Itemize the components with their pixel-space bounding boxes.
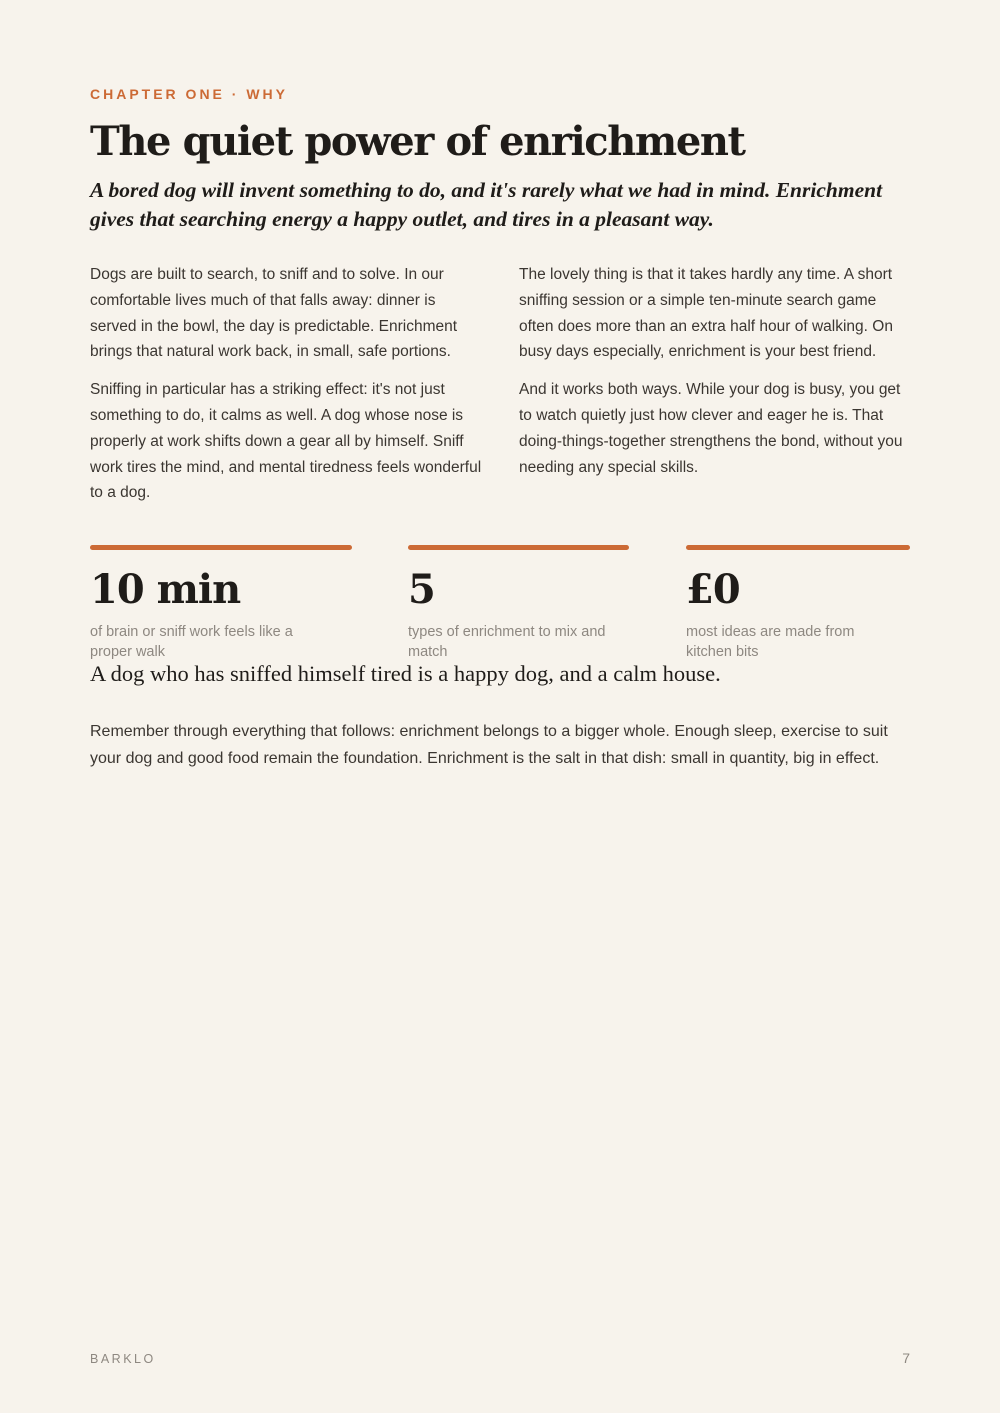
body-column-right xyxy=(519,262,912,492)
body-paragraph: Dogs are built to search, to sniff and to solve. In our comfortable lives much of that falls away: dinner is served in the bowl, the day is predictable. Enrichment brings that natural work back, in small, safe portions. xyxy=(90,266,458,361)
body-paragraph: The lovely thing is that it takes hardly any time. A short sniffing session or a simple ten-minute search game often does more than an extra half hour of walking. On busy days especially, enrichment is your best friend. xyxy=(519,266,893,361)
stat-card-types xyxy=(408,545,629,662)
stat-caption: of brain or sniff work feels like a proper walk xyxy=(90,624,293,660)
stat-accent-bar xyxy=(90,545,352,550)
stat-value: 5 xyxy=(408,566,435,613)
body-column-left xyxy=(90,262,486,518)
stat-value: 10 min xyxy=(90,566,241,613)
body-paragraph: Sniffing in particular has a striking effect: it's not just something to do, it calms as well. A dog whose nose is properly at work shifts down a gear all by himself. Sniff work tires the mind, and mental tiredness feels wonderful to a dog. xyxy=(90,381,482,502)
body-paragraph: And it works both ways. While your dog is busy, you get to watch quietly just how clever and eager he is. That doing-things-together strengthens the bond, without you needing any special skills. xyxy=(519,381,903,476)
closing-paragraph: Remember through everything that follows: enrichment belongs to a bigger whole. Enough sleep, exercise to suit your dog and good food remain the foundation. Enrichment is the salt in that dish: small in quantity, big in effect. xyxy=(90,723,888,767)
document-page xyxy=(90,0,910,1413)
stat-caption: most ideas are made from kitchen bits xyxy=(686,624,855,660)
stat-card-cost xyxy=(686,545,910,662)
chapter-eyebrow: CHAPTER ONE · WHY xyxy=(90,86,288,102)
stat-value: £0 xyxy=(686,566,740,613)
stat-card-time xyxy=(90,545,352,662)
footer-brand: BARKLO xyxy=(90,1352,156,1366)
stat-caption: types of enrichment to mix and match xyxy=(408,624,606,660)
stat-accent-bar xyxy=(686,545,910,550)
stat-accent-bar xyxy=(408,545,629,550)
pull-quote: A dog who has sniffed himself tired is a happy dog, and a calm house. xyxy=(90,661,721,686)
page-title: The quiet power of enrichment xyxy=(90,118,745,165)
lede-paragraph: A bored dog will invent something to do, and it's rarely what we had in mind. Enrichment gives that searching energy a happy outlet, and tires in a pleasant way. xyxy=(90,178,883,231)
page-number: 7 xyxy=(902,1350,910,1366)
